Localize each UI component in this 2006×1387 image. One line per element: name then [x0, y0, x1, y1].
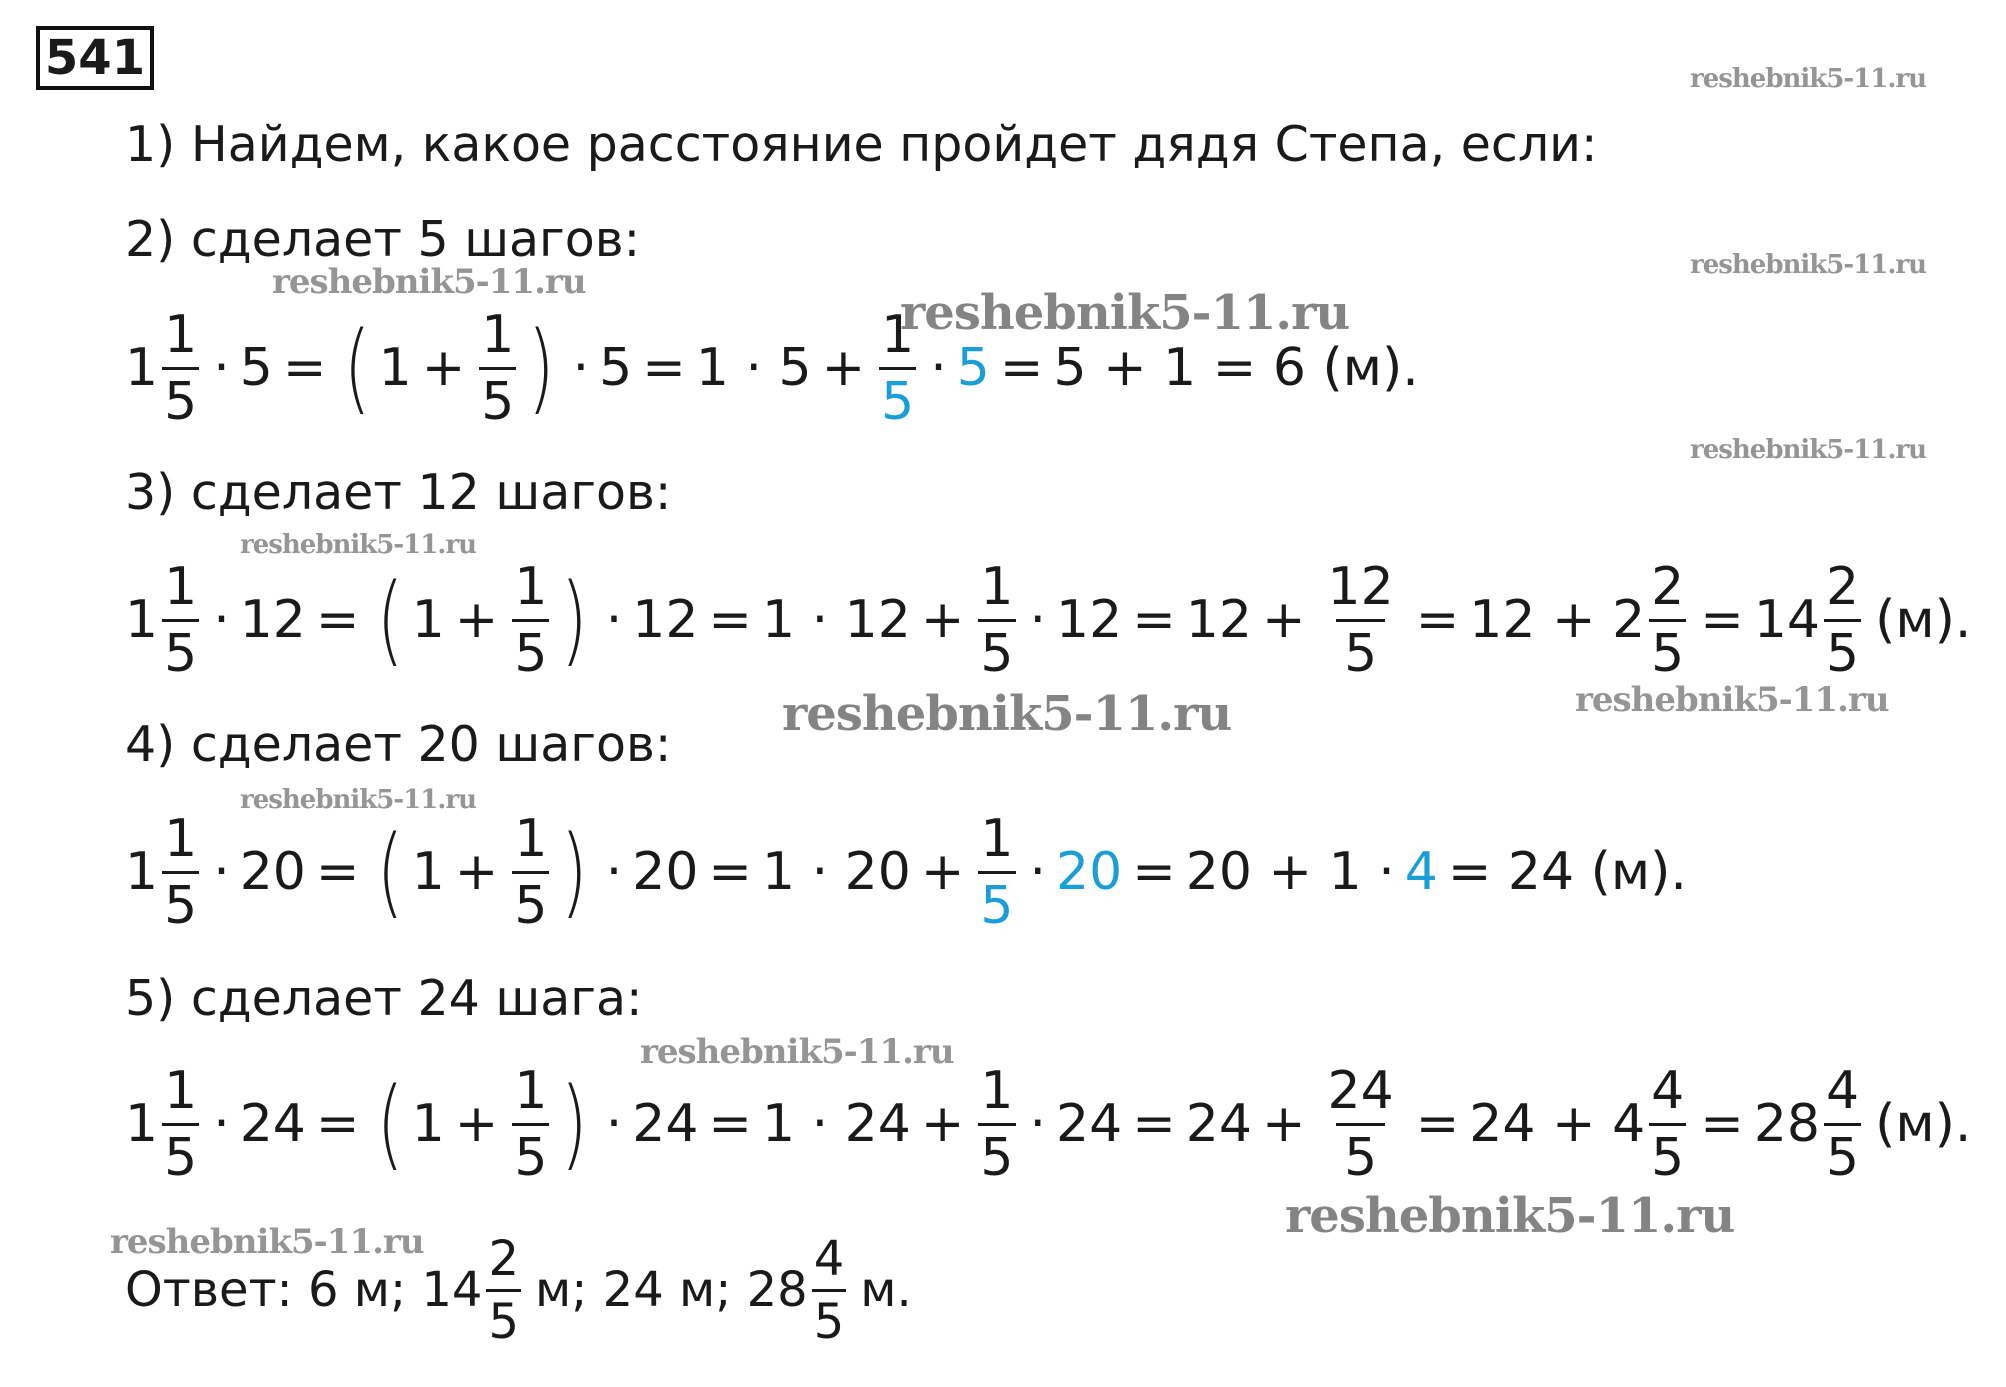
watermark: reshebnik5-11.ru — [240, 530, 477, 560]
watermark: reshebnik5-11.ru — [110, 1222, 424, 1262]
fraction: $\frac{2}{5}$ — [1826, 556, 1860, 684]
watermark: reshebnik5-11.ru — [782, 686, 1232, 742]
fraction: $\frac{12}{5}$ — [1327, 556, 1394, 684]
answer-line: Ответ: 6 м; 14 $\frac{2}{5}$ м; 24 м; 28 $\frac{4}{5}$ м. — [125, 1230, 912, 1350]
watermark: reshebnik5-11.ru — [900, 285, 1350, 341]
watermark: reshebnik5-11.ru — [1690, 64, 1927, 94]
case3-equation: 1 $\frac{1}{5}$ · 12 = ( 1 + $\frac{1}{5}$ ) · 12 = 1 · 12 + $\frac{1}{5}$ · 12 = 12 + $\frac{12}{5}$ = 12 + 2 $\frac{2}{5}$ = 14 $\frac{2}{5}$ (м). — [125, 556, 1972, 684]
mixed-whole: 1 — [125, 338, 159, 398]
fraction: $\frac{1}{5}$ — [514, 556, 548, 684]
fraction: $\frac{4}{5}$ — [813, 1230, 845, 1350]
case2-heading: 2) сделает 5 шагов: — [125, 211, 641, 268]
watermark: reshebnik5-11.ru — [240, 785, 477, 815]
case4-heading: 4) сделает 20 шагов: — [125, 716, 672, 773]
fraction: $\frac{1}{5}$ — [980, 556, 1014, 684]
watermark: reshebnik5-11.ru — [1575, 680, 1889, 720]
fraction: $\frac{1}{5}$ — [164, 304, 198, 432]
problem-number: 541 — [36, 26, 154, 90]
fraction: $\frac{1}{5}$ — [514, 1060, 548, 1188]
fraction: $\frac{1}{5}$ — [164, 808, 198, 936]
watermark: reshebnik5-11.ru — [1285, 1188, 1735, 1244]
fraction: $\frac{1}{5}$ — [514, 808, 548, 936]
fraction: $\frac{24}{5}$ — [1327, 1060, 1394, 1188]
intro-text: 1) Найдем, какое расстояние пройдет дядя Степа, если: — [125, 116, 1598, 173]
fraction: $\frac{1}{5}$ — [164, 556, 198, 684]
fraction: $\frac{1}{5}$ — [980, 1060, 1014, 1188]
watermark: reshebnik5-11.ru — [640, 1032, 954, 1072]
case5-equation: 1 $\frac{1}{5}$ · 24 = ( 1 + $\frac{1}{5}$ ) · 24 = 1 · 24 + $\frac{1}{5}$ · 24 = 24 + $\frac{24}{5}$ = 24 + 4 $\frac{4}{5}$ = 28 $\frac{4}{5}$ (м). — [125, 1060, 1972, 1188]
fraction: $\frac{4}{5}$ — [1826, 1060, 1860, 1188]
watermark: reshebnik5-11.ru — [272, 262, 586, 302]
fraction: $\frac{4}{5}$ — [1651, 1060, 1685, 1188]
fraction: $\frac{1}{5}$ — [164, 1060, 198, 1188]
fraction: $\frac{1}{5}$ — [881, 304, 915, 432]
watermark: reshebnik5-11.ru — [1690, 435, 1927, 465]
case3-heading: 3) сделает 12 шагов: — [125, 464, 672, 521]
case2-equation: 1 $\frac{1}{5}$ · 5 = ( 1 + $\frac{1}{5}$ ) · 5 = 1 · 5 + $\frac{1}{5}$ · 5 = 5 + 1 = 6 (м). — [125, 304, 1419, 432]
fraction: $\frac{1}{5}$ — [980, 808, 1014, 936]
case4-equation: 1 $\frac{1}{5}$ · 20 = ( 1 + $\frac{1}{5}$ ) · 20 = 1 · 20 + $\frac{1}{5}$ · 20 = 20 + 1 · 4 = 24 (м). — [125, 808, 1687, 936]
case5-heading: 5) сделает 24 шага: — [125, 970, 643, 1027]
watermark: reshebnik5-11.ru — [1690, 250, 1927, 280]
fraction: $\frac{2}{5}$ — [1651, 556, 1685, 684]
fraction: $\frac{1}{5}$ — [481, 304, 515, 432]
fraction: $\frac{2}{5}$ — [488, 1230, 520, 1350]
